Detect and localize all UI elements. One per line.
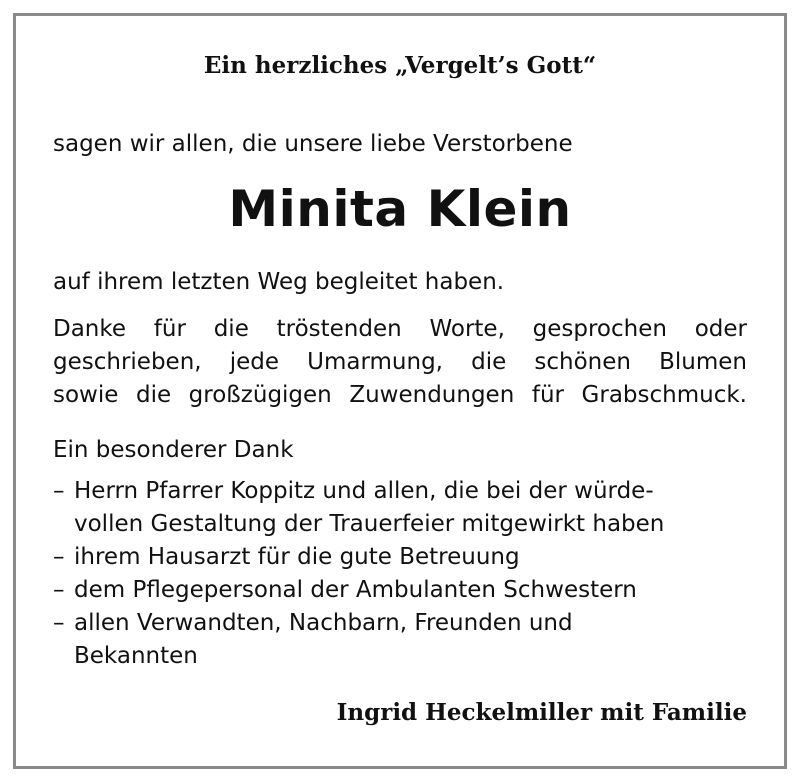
intro-text: sagen wir allen, die unsere liebe Verstorbene (53, 131, 573, 157)
list-item-line: ihrem Hausarzt für die gute Betreuung (74, 544, 520, 570)
special-thanks-intro: Ein besonderer Dank (53, 437, 294, 463)
signature: Ingrid Heckelmiller mit Familie (336, 699, 747, 726)
list-dash: – (53, 577, 65, 603)
list-item (53, 607, 747, 673)
list-item-line: allen Verwandten, Nachbarn, Freunden und (74, 610, 573, 636)
special-thanks-list (53, 475, 747, 673)
after-name-text: auf ihrem letzten Weg begleitet haben. (53, 269, 505, 295)
list-item-line: dem Pflegepersonal der Ambulanten Schwestern (74, 577, 637, 603)
thanks-paragraph-line: Danke für die tröstenden Worte, gesprochen oder (53, 316, 747, 342)
list-item (53, 475, 747, 541)
thanks-paragraph-line: geschrieben, jede Umarmung, die schönen Blumen (53, 349, 747, 375)
notice-heading: Ein herzliches „Vergelt’s Gott“ (203, 52, 597, 79)
thanks-paragraph (53, 313, 747, 412)
list-item-line: Herrn Pfarrer Koppitz und allen, die bei der würde- (74, 478, 654, 504)
list-item (53, 541, 747, 574)
list-dash: – (53, 544, 65, 570)
thanks-paragraph-line: sowie die großzügigen Zuwendungen für Grabschmuck. (53, 382, 747, 408)
list-item-line: Bekannten (74, 643, 198, 669)
list-dash: – (53, 610, 65, 636)
deceased-name: Minita Klein (228, 180, 572, 238)
list-item-line: vollen Gestaltung der Trauerfeier mitgewirkt haben (74, 511, 665, 537)
list-item (53, 574, 747, 607)
list-dash: – (53, 478, 65, 504)
